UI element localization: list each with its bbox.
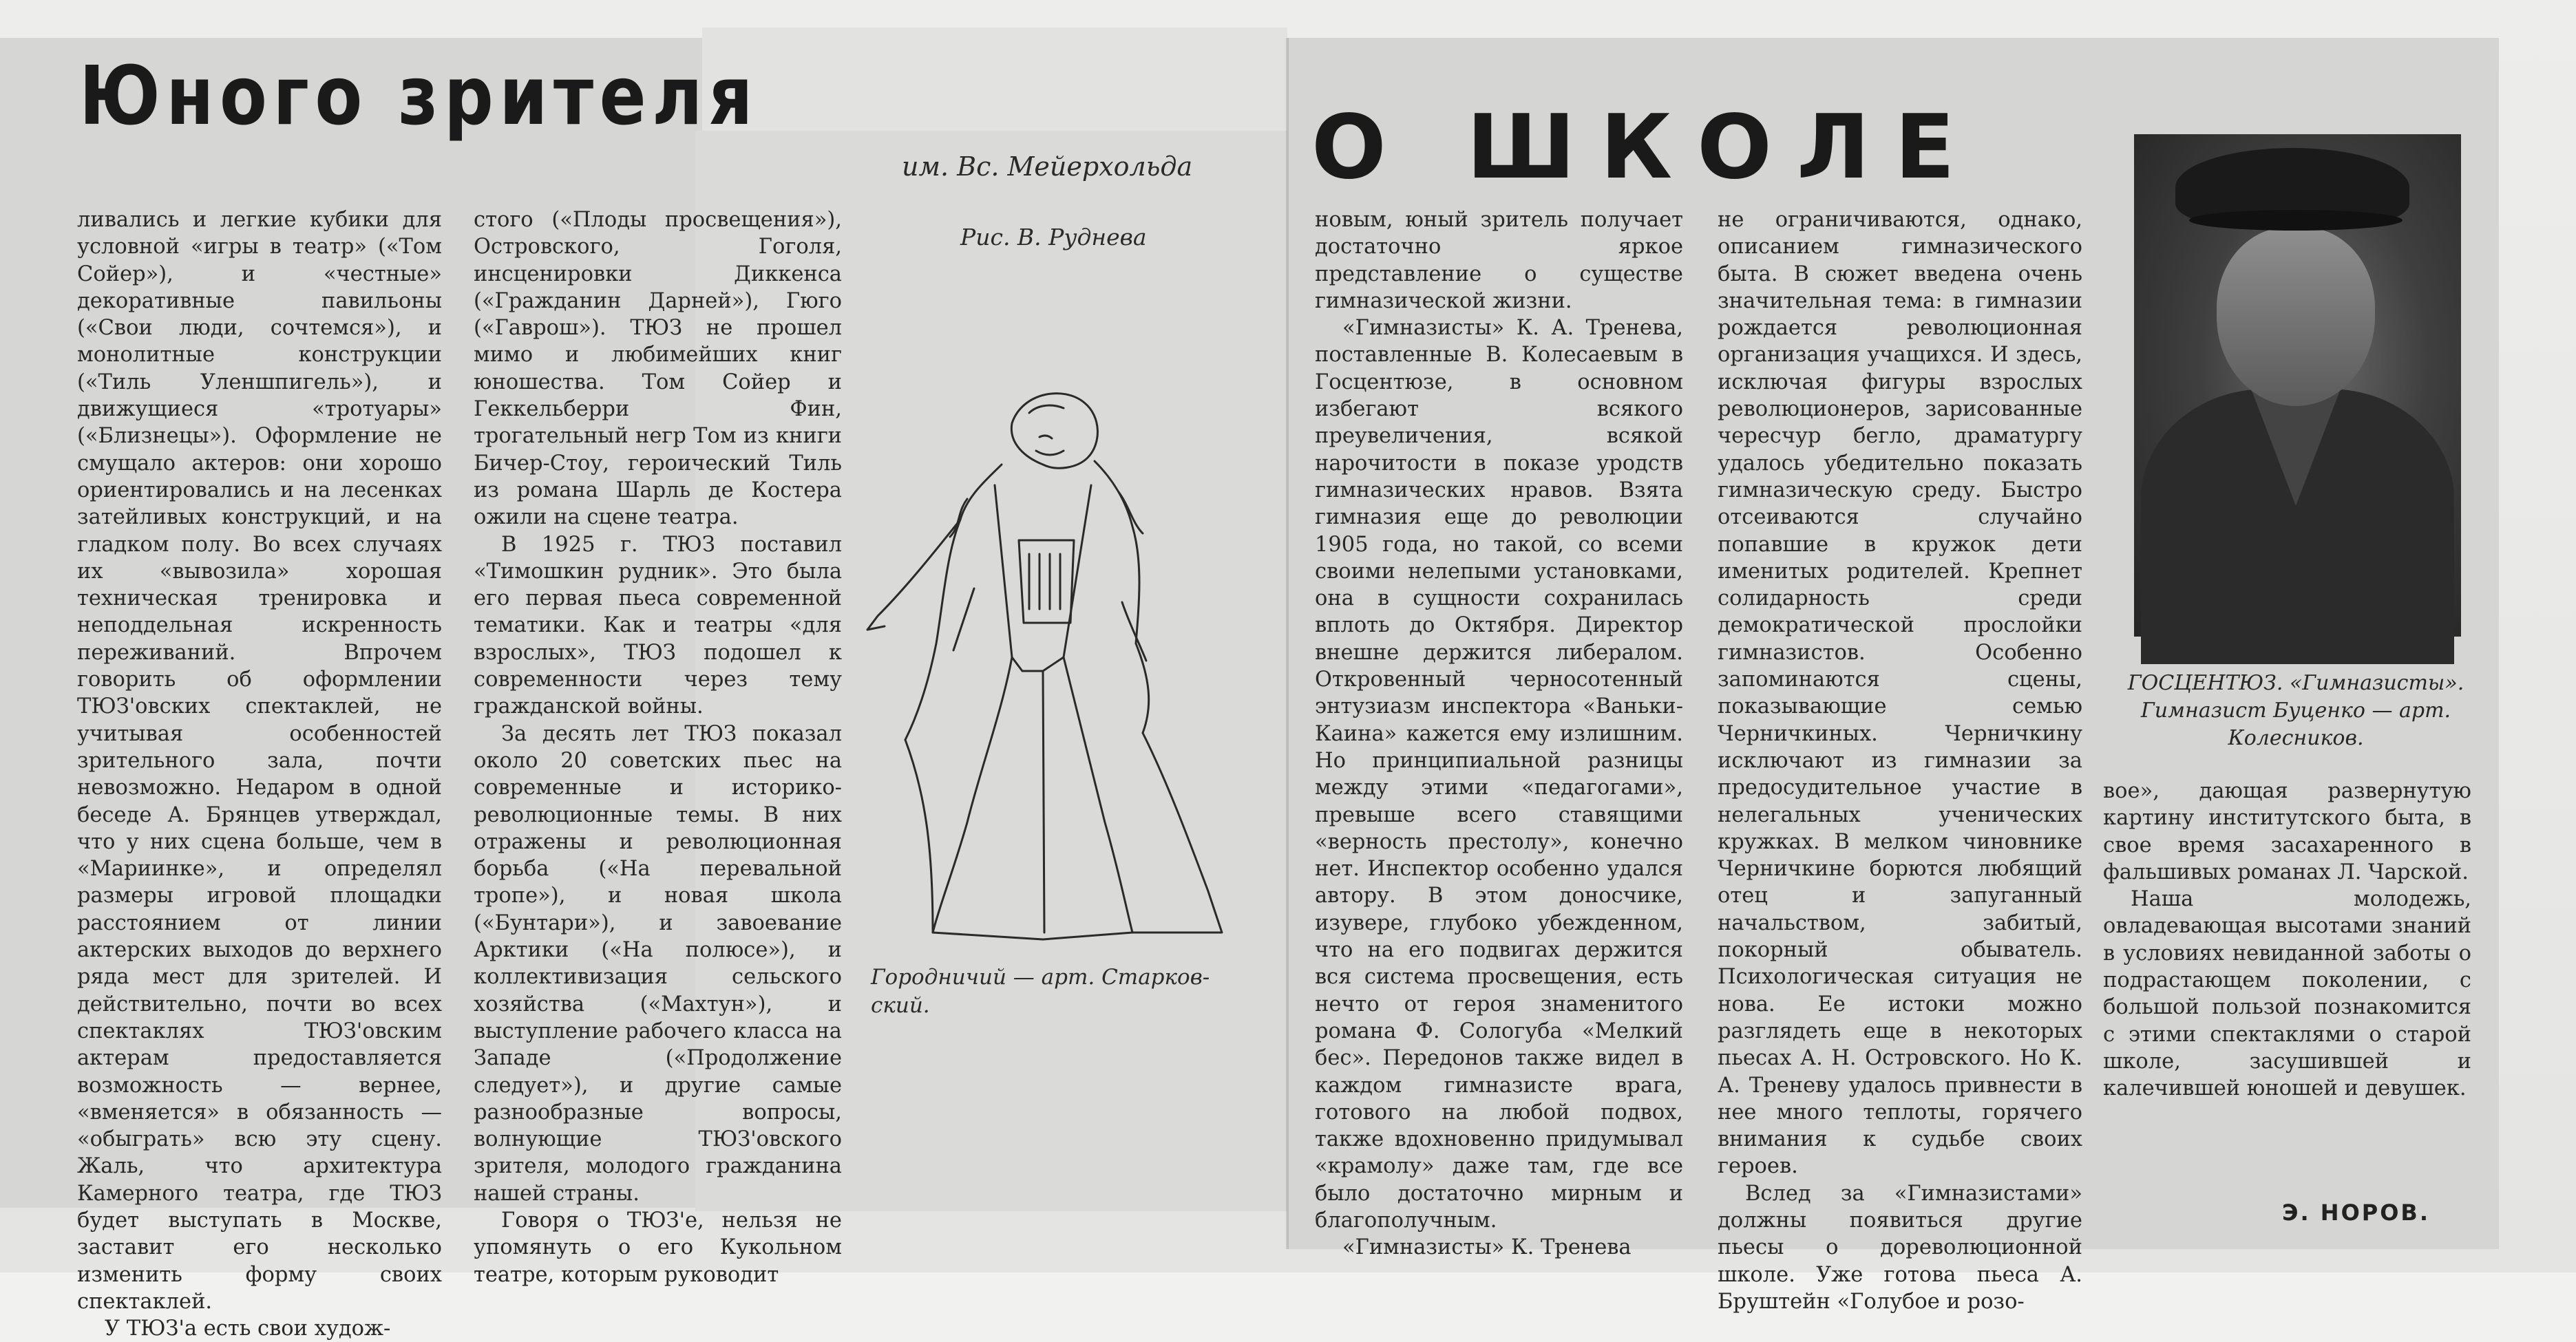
theater-name: им. Вс. Мейерхольда: [902, 151, 1193, 182]
photo-caption-line-2: Гимназист Буценко — арт.: [2140, 699, 2451, 723]
gorodnichiy-sketch: [864, 382, 1256, 946]
clipping-fold-line: [1286, 38, 1289, 1249]
actor-photo: [2134, 134, 2461, 637]
article-column-1: [77, 206, 442, 1342]
column-2-paragraph-2: В 1925 г. ТЮЗ поставил «Тимошкин рудник». Это была его первая пьеса современной тематики. Как и театры «для взрослых», ТЮЗ подошел к современности через тему гражданской войны.: [474, 532, 842, 719]
illustration-credit: Рис. В. Руднева: [960, 224, 1147, 251]
headline-right: О ШКОЛЕ: [1311, 96, 1980, 199]
article-column-2: [474, 206, 842, 1288]
photo-caption-line-1: ГОСЦЕНТЮЗ. «Гимназисты».: [2127, 671, 2464, 695]
author-signature: Э. НОРОВ.: [2282, 1200, 2430, 1226]
column-2-paragraph-3: За десять лет ТЮЗ показал около 20 советских пьес на современные и историко-революционные темы. В них отражены и революционная борьба («На перевальной тропе»), и новая школа («Бунтари»), и завоевание Арктики («На полюсе»), и коллективизация сельского хозяйства («Махтун»), и выступление рабочего класса на Западе («Продолжение следует»), и другие самые разнообразные вопросы, волнующие ТЮЗ'овского зрителя, молодого гражданина нашей страны.: [474, 721, 842, 1206]
sketch-caption: Городничий — арт. Старков-ский.: [871, 965, 1210, 1018]
column-2-paragraph-1: стого («Плоды просвещения»), Островского, Гоголя, инсценировки Диккенса («Гражданин Дарней»), Гюго («Гаврош»). ТЮЗ не прошел мимо и любимейших книг юношества. Том Сойер и Геккельберри Фин, трогательный негр Том из книги Бичер-Стоу, героический Тиль из романа Шарль де Костера ожили на сцене театра.: [474, 208, 842, 530]
column-4-paragraph-1: не ограничиваются, однако, описанием гимназического быта. В сюжет введена очень значительная тема: в гимназии рождается революционная организация учащихся. И здесь, исключая фигуры взрослых революционеров, зарисованные чересчур бегло, драматургу удалось убедительно показать гимназическую среду. Быстро отсеиваются случайно попавшие в кружок дети именитых родителей. Крепнет солидарность среди демократической прослойки гимназистов. Особенно запоминаются сцены, показывающие семью Черничкиных. Черничкину исключают из гимназии за предосудительное участие в нелегальных ученических кружках. В мелком чиновнике Черничкине борются любящий отец и запуганный начальством, забитый, покорный обыватель. Психологическая ситуация не нова. Ее истоки можно разглядеть еще в некоторых пьесах А. Н. Островского. Но К. А. Треневу удалось привнести в нее много теплоты, горячего внимания к судьбе своих героев.: [1718, 208, 2082, 1179]
column-4-paragraph-2: Вслед за «Гимназистами» должны появиться другие пьесы о дореволюционной школе. Уже готова пьеса А. Бруштейн «Голубое и розо-: [1718, 1181, 2082, 1314]
photo-caption: [2110, 670, 2482, 752]
column-3-paragraph-2: «Гимназисты» К. А. Тренева, поставленные В. Колесаевым в Госцентюзе, в основном избегают всякого преувеличения, всякой нарочитости в показе уродств гимназических нравов. Взята гимназия еще до революции 1905 года, но такой, со всеми своими нелепыми установками, она в сущности сохранилась вплоть до Октября. Директор внешне держится либералом. Откровенный черносотенный энтузиазм инспектора «Ваньки-Каина» кажется ему излишним. Но принципиальной разницы между этими «педагогами», превыше всего ставящими «верность престолу», конечно нет. Инспектор особенно удался автору. В этом доносчике, изувере, глубоко убежденном, что на его подвигах держится вся система просвещения, есть нечто от героя знаменитого романа Ф. Сологуба «Мелкий бес». Передонов также видел в каждом гимназисте врага, готового на любой подвох, также вдохновенно придумывал «крамолу» даже там, где все было достаточно мирным и благополучным.: [1315, 316, 1683, 1233]
column-2-paragraph-4: Говоря о ТЮЗ'е, нельзя не упомянуть о его Кукольном театре, которым руководит: [474, 1208, 842, 1287]
column-1-paragraph-2: У ТЮЗ'а есть свои худож-: [105, 1317, 391, 1341]
column-3-paragraph-3: «Гимназисты» К. Тренева: [1342, 1235, 1632, 1260]
column-3-paragraph-1: новым, юный зритель получает достаточно яркое представление о существе гимназической жизни.: [1315, 208, 1683, 313]
photo-face: [2217, 227, 2375, 406]
article-column-5: [2103, 778, 2471, 1103]
article-column-3: [1315, 206, 1683, 1261]
photo-caption-line-3: Колесников.: [2228, 726, 2364, 750]
column-5-paragraph-2: Наша молодежь, овладевающая высотами знаний в условиях невиданной заботы о подрастающем поколении, с большой пользой познакомится с этими спектаклями о старой школе, засушившей и калечившей юношей и девушек.: [2103, 887, 2471, 1101]
column-1-paragraph-1: ливались и легкие кубики для условной «игры в театр» («Том Сойер»), и «честные» декоративные павильоны («Свои люди, сочтемся»), и монолитные конструкции («Тиль Уленшпигель»), и движущиеся «тротуары» («Близнецы»). Оформление не смущало актеров: они хорошо ориентировались и на лесенках затейливых конструкций, и на гладком полу. Во всех случаях их «вывозила» хорошая техническая тренировка и неподдельная искренность переживаний. Впрочем говорить об оформлении ТЮЗ'овских спектаклей, не учитывая особенностей зрительного зала, почти невозможно. Недаром в одной беседе А. Брянцев утверждал, что у них сцена больше, чем в «Мариинке», и определял размеры игровой площадки расстоянием от линии актерских выходов до верхнего ряда мест для зрителей. И действительно, почти во всех спектаклях ТЮЗ'овским актерам предоставляется возможность — вернее, «вменяется» в обязанность — «обыграть» всю эту сцену. Жаль, что архитектура Камерного театра, где ТЮЗ будет выступать в Москве, заставит его несколько изменить форму своих спектаклей.: [77, 208, 442, 1314]
clipping-top-strip: [702, 28, 1287, 138]
column-5-paragraph-1: вое», дающая развернутую картину институтского быта, в свое время засахаренного в фальшивых романах Л. Чарской.: [2103, 779, 2471, 884]
photo-visor: [2189, 210, 2403, 231]
article-column-4: [1718, 206, 2082, 1315]
headline-left: Юного зрителя: [79, 48, 759, 143]
